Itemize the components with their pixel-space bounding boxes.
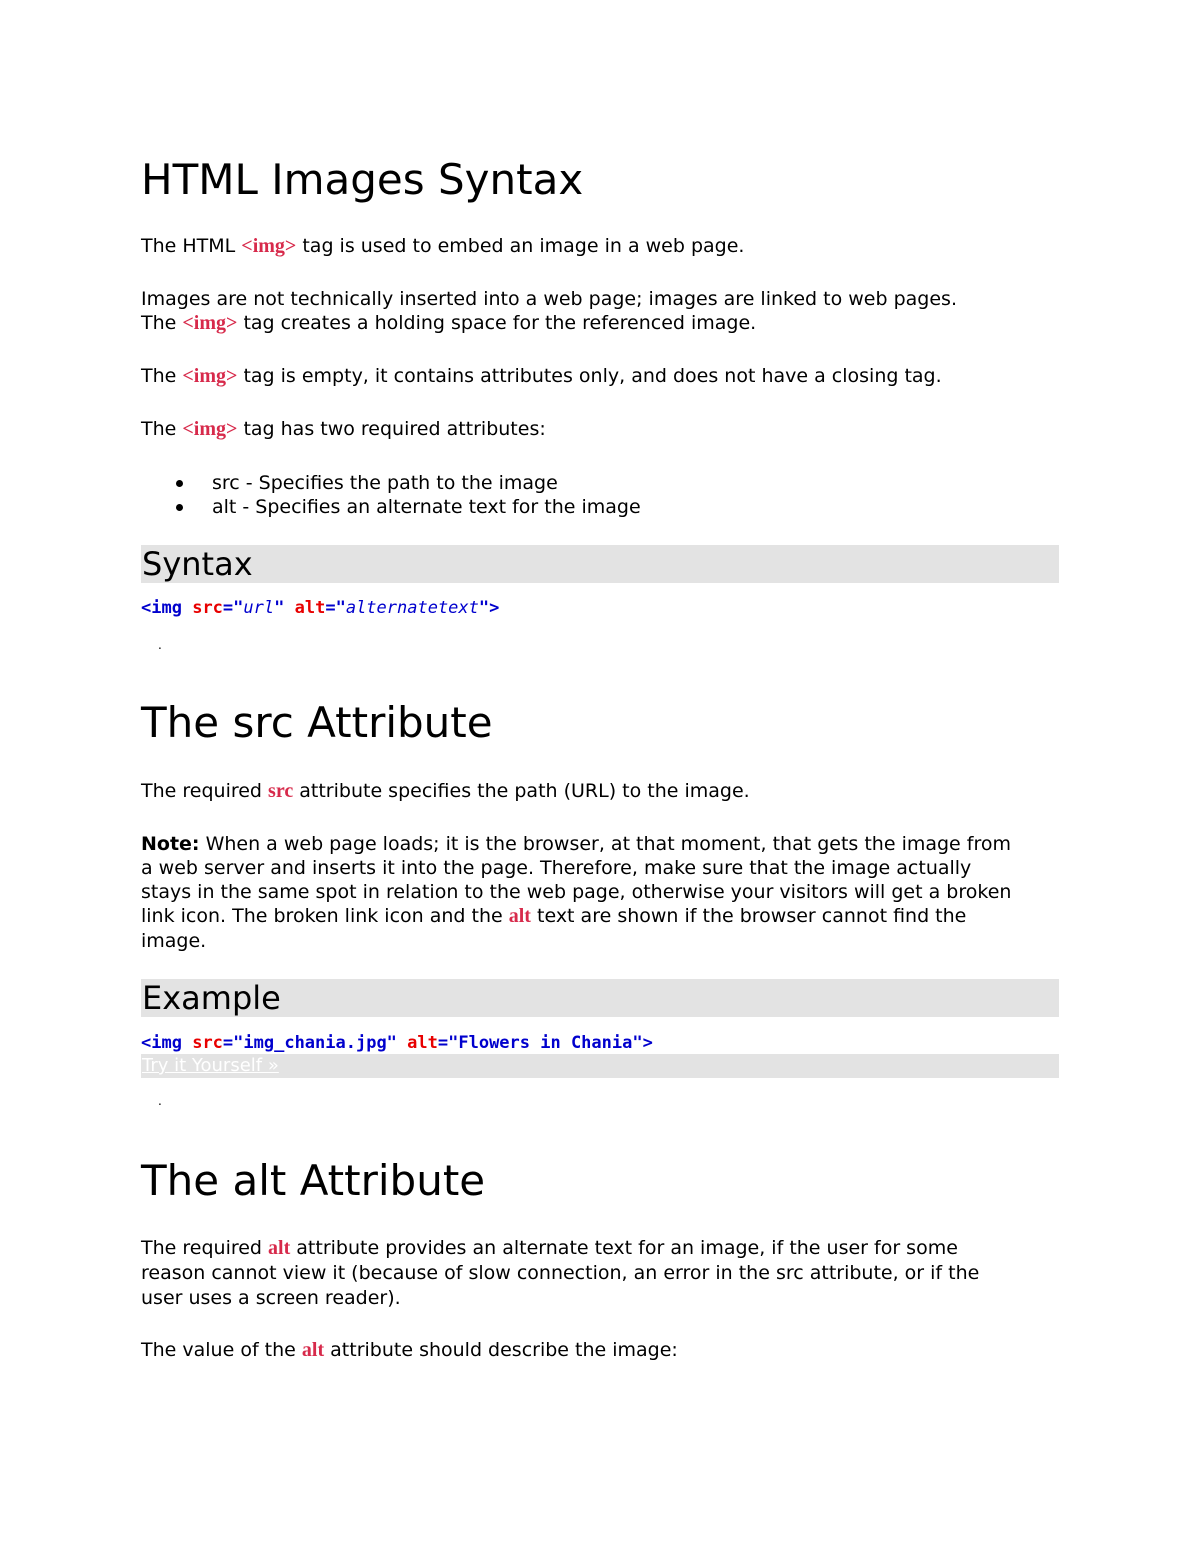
syntax-code: <img src="url" alt="alternatetext"> xyxy=(141,598,500,618)
note-line-4: link icon. The broken link icon and the alt text are shown if the browser cannot find the xyxy=(141,905,967,927)
heading-src-attribute: The src Attribute xyxy=(141,698,493,747)
paragraph-alt-line3: user uses a screen reader). xyxy=(141,1287,401,1309)
note-line-1: Note: When a web page loads; it is the browser, at that moment, that gets the image from xyxy=(141,833,1012,855)
try-it-yourself-link[interactable]: Try it Yourself » xyxy=(142,1055,279,1076)
alt-keyword: alt xyxy=(508,905,531,927)
note-line-2: a web server and inserts it into the page. Therefore, make sure that the image actually xyxy=(141,857,972,879)
bullet-icon xyxy=(176,480,183,487)
paragraph-alt-value: The value of the alt attribute should describe the image: xyxy=(141,1339,678,1361)
alt-keyword: alt xyxy=(268,1237,291,1259)
list-item: src - Specifies the path to the image xyxy=(141,471,641,495)
img-tag-keyword: <img> xyxy=(182,418,238,440)
alt-keyword: alt xyxy=(301,1339,325,1361)
paragraph-intro: The HTML <img> tag is used to embed an image in a web page. xyxy=(141,235,745,257)
img-tag-keyword: <img> xyxy=(182,365,238,387)
syntax-heading: Syntax xyxy=(142,545,253,583)
paragraph-alt-line1: The required alt attribute provides an alternate text for an image, if the user for some xyxy=(141,1237,958,1259)
note-line-5: image. xyxy=(141,930,207,952)
paragraph-linked-line1: Images are not technically inserted into a web page; images are linked to web pages. xyxy=(141,288,957,310)
img-tag-keyword: <img> xyxy=(241,235,297,257)
example-code: <img src="img_chania.jpg" alt="Flowers in Chania"> xyxy=(141,1033,653,1053)
note-line-3: stays in the same spot in relation to the web page, otherwise your visitors will get a broken xyxy=(141,881,1012,903)
src-keyword: src xyxy=(268,780,294,802)
separator-dot: . xyxy=(158,638,162,652)
try-it-band xyxy=(141,1054,1059,1078)
list-item: alt - Specifies an alternate text for the image xyxy=(141,495,641,519)
paragraph-linked-line2: The <img> tag creates a holding space for the referenced image. xyxy=(141,312,757,334)
note-label: Note: xyxy=(141,833,200,855)
required-attributes-list xyxy=(141,471,641,519)
separator-dot: . xyxy=(158,1094,162,1108)
syntax-header-band xyxy=(141,545,1059,583)
paragraph-alt-line2: reason cannot view it (because of slow connection, an error in the src attribute, or if the xyxy=(141,1262,980,1284)
heading-html-images-syntax: HTML Images Syntax xyxy=(141,155,584,204)
example-header-band xyxy=(141,979,1059,1017)
paragraph-src: The required src attribute specifies the path (URL) to the image. xyxy=(141,780,750,802)
paragraph-required-attributes: The <img> tag has two required attributes: xyxy=(141,418,546,440)
bullet-icon xyxy=(176,504,183,511)
paragraph-empty-tag: The <img> tag is empty, it contains attributes only, and does not have a closing tag. xyxy=(141,365,942,387)
img-tag-keyword: <img> xyxy=(182,312,238,334)
example-heading: Example xyxy=(142,979,281,1017)
heading-alt-attribute: The alt Attribute xyxy=(141,1156,486,1205)
